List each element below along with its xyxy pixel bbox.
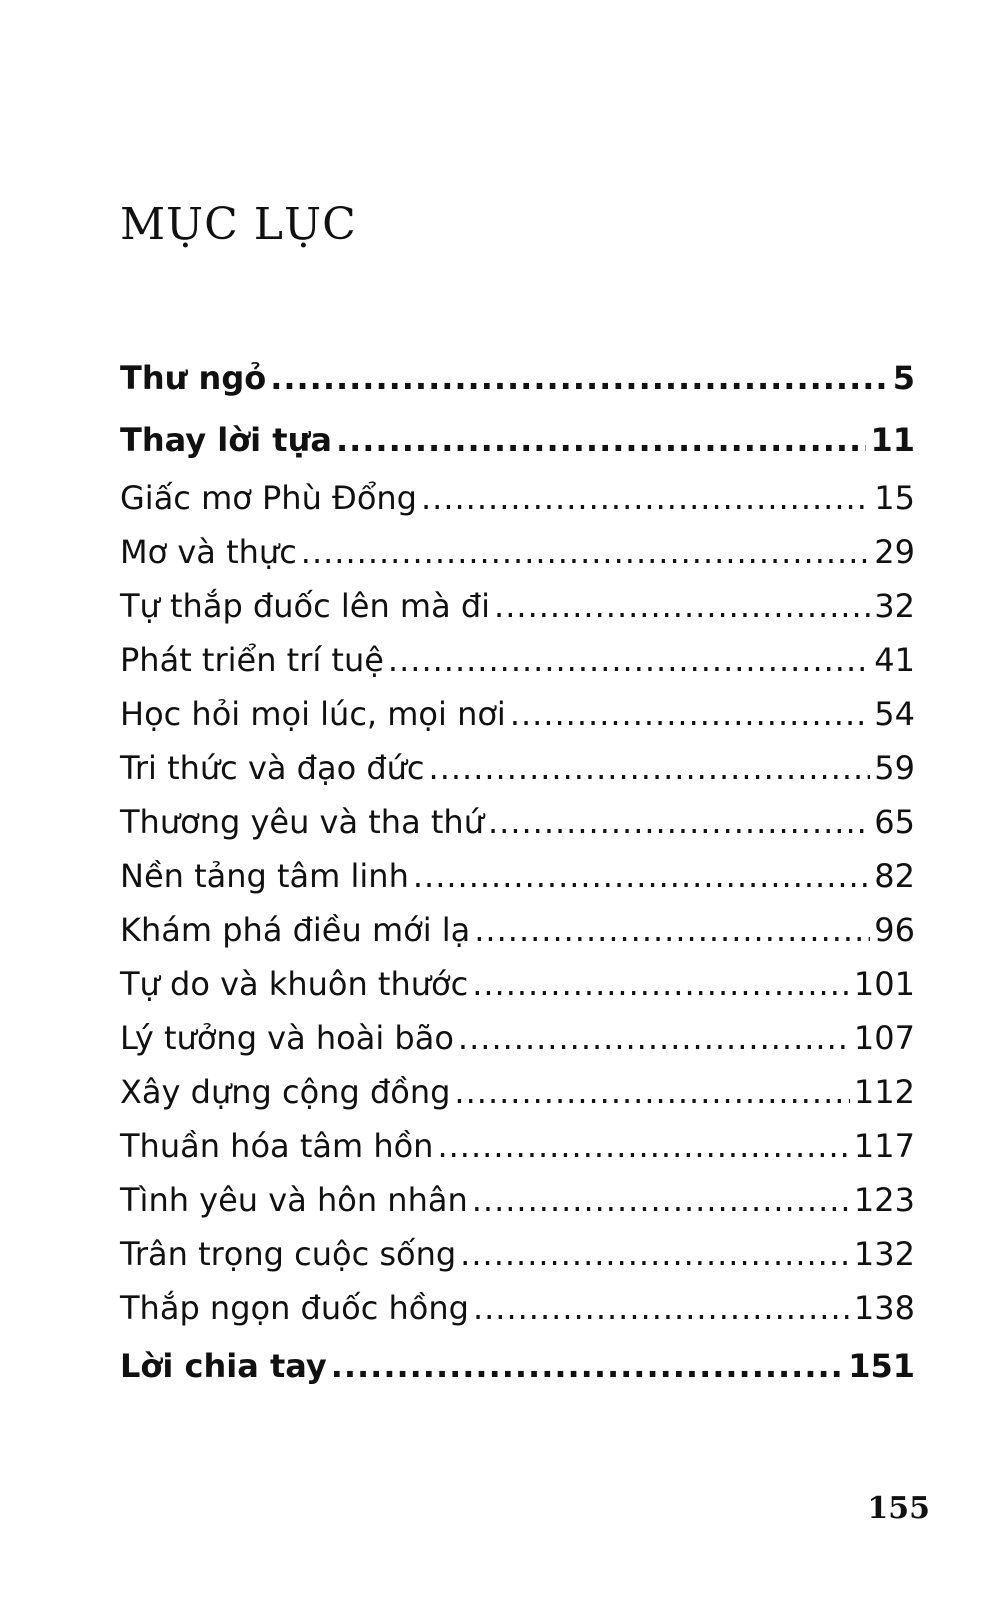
toc-entry-page: 101 <box>853 965 915 1003</box>
toc-entry[interactable] <box>120 903 915 957</box>
toc-entry-page: 112 <box>853 1073 915 1111</box>
toc-dot-leader <box>488 795 870 849</box>
toc-entry[interactable] <box>120 957 915 1011</box>
toc-entry-page: 65 <box>874 803 915 841</box>
toc-entry-title: Tự thắp đuốc lên mà đi <box>120 587 491 625</box>
toc-entry[interactable] <box>120 849 915 903</box>
toc-entry-title: Nền tảng tâm linh <box>120 857 409 895</box>
toc-entry-page: 82 <box>874 857 915 895</box>
toc-entry-title: Thư ngỏ <box>120 359 267 397</box>
toc-entry-title: Xây dựng cộng đồng <box>120 1073 451 1111</box>
toc-entry-page: 11 <box>870 421 915 459</box>
toc-entry-title: Thuần hóa tâm hồn <box>120 1127 434 1165</box>
toc-entry-title: Tự do và khuôn thước <box>120 965 469 1003</box>
toc-entry[interactable] <box>120 1281 915 1335</box>
toc-dot-leader <box>474 903 870 957</box>
toc-entry-title: Học hỏi mọi lúc, mọi nơi <box>120 695 506 733</box>
toc-entry[interactable] <box>120 409 915 471</box>
toc-dot-leader <box>460 1227 850 1281</box>
toc-dot-leader <box>336 409 867 471</box>
toc-dot-leader <box>301 525 871 579</box>
toc-entry-page: 151 <box>848 1347 915 1385</box>
toc-entry-page: 96 <box>874 911 915 949</box>
toc-dot-leader <box>413 849 870 903</box>
toc-entry[interactable] <box>120 687 915 741</box>
toc-entry-title: Trân trọng cuộc sống <box>120 1235 457 1273</box>
toc-entry-page: 132 <box>853 1235 915 1273</box>
toc-dot-leader <box>421 471 870 525</box>
toc-entry[interactable] <box>120 1011 915 1065</box>
toc-entry-page: 107 <box>853 1019 915 1057</box>
toc-entry[interactable] <box>120 1227 915 1281</box>
toc-dot-leader <box>437 1119 849 1173</box>
toc-dot-leader <box>388 633 870 687</box>
toc-entry[interactable] <box>120 795 915 849</box>
toc-entry[interactable] <box>120 579 915 633</box>
toc-entry-page: 32 <box>874 587 915 625</box>
toc-entry[interactable] <box>120 471 915 525</box>
toc-dot-leader <box>458 1011 850 1065</box>
toc-entry-page: 59 <box>874 749 915 787</box>
toc-entry-title: Tình yêu và hôn nhân <box>120 1181 468 1219</box>
toc-entry-title: Thay lời tựa <box>120 421 332 459</box>
toc-entry-title: Lý tưởng và hoài bão <box>120 1019 454 1057</box>
toc-dot-leader <box>454 1065 850 1119</box>
toc-dot-leader <box>473 1281 850 1335</box>
toc-entry-page: 15 <box>874 479 915 517</box>
toc-entry-title: Khám phá điều mới lạ <box>120 911 471 949</box>
toc-entry[interactable] <box>120 1065 915 1119</box>
toc-entry-title: Mơ và thực <box>120 533 297 571</box>
toc-entry[interactable] <box>120 347 915 409</box>
toc-entry-title: Tri thức và đạo đức <box>120 749 425 787</box>
toc-entry-page: 123 <box>853 1181 915 1219</box>
toc-entry-title: Lời chia tay <box>120 1347 327 1385</box>
toc-entry[interactable] <box>120 1173 915 1227</box>
toc-entry-page: 138 <box>853 1289 915 1327</box>
page-number: 155 <box>867 1491 930 1526</box>
toc-dot-leader <box>429 741 871 795</box>
toc-entry[interactable] <box>120 741 915 795</box>
toc-entry-page: 41 <box>874 641 915 679</box>
toc-dot-leader <box>472 957 850 1011</box>
table-of-contents <box>120 347 915 1397</box>
toc-entry[interactable] <box>120 633 915 687</box>
toc-dot-leader <box>270 347 889 409</box>
toc-entry-page: 117 <box>853 1127 915 1165</box>
page-title: MỤC LỤC <box>120 199 357 250</box>
toc-entry[interactable] <box>120 525 915 579</box>
toc-entry-page: 54 <box>874 695 915 733</box>
toc-dot-leader <box>472 1173 850 1227</box>
toc-entry-page: 29 <box>874 533 915 571</box>
toc-dot-leader <box>331 1335 845 1397</box>
toc-entry-title: Giấc mơ Phù Đổng <box>120 479 417 517</box>
toc-entry[interactable] <box>120 1119 915 1173</box>
toc-dot-leader <box>494 579 870 633</box>
toc-entry-page: 5 <box>892 359 915 397</box>
toc-entry-title: Phát triển trí tuệ <box>120 641 384 679</box>
toc-entry-title: Thương yêu và tha thứ <box>120 803 484 841</box>
toc-entry[interactable] <box>120 1335 915 1397</box>
toc-dot-leader <box>510 687 870 741</box>
toc-entry-title: Thắp ngọn đuốc hồng <box>120 1289 469 1327</box>
